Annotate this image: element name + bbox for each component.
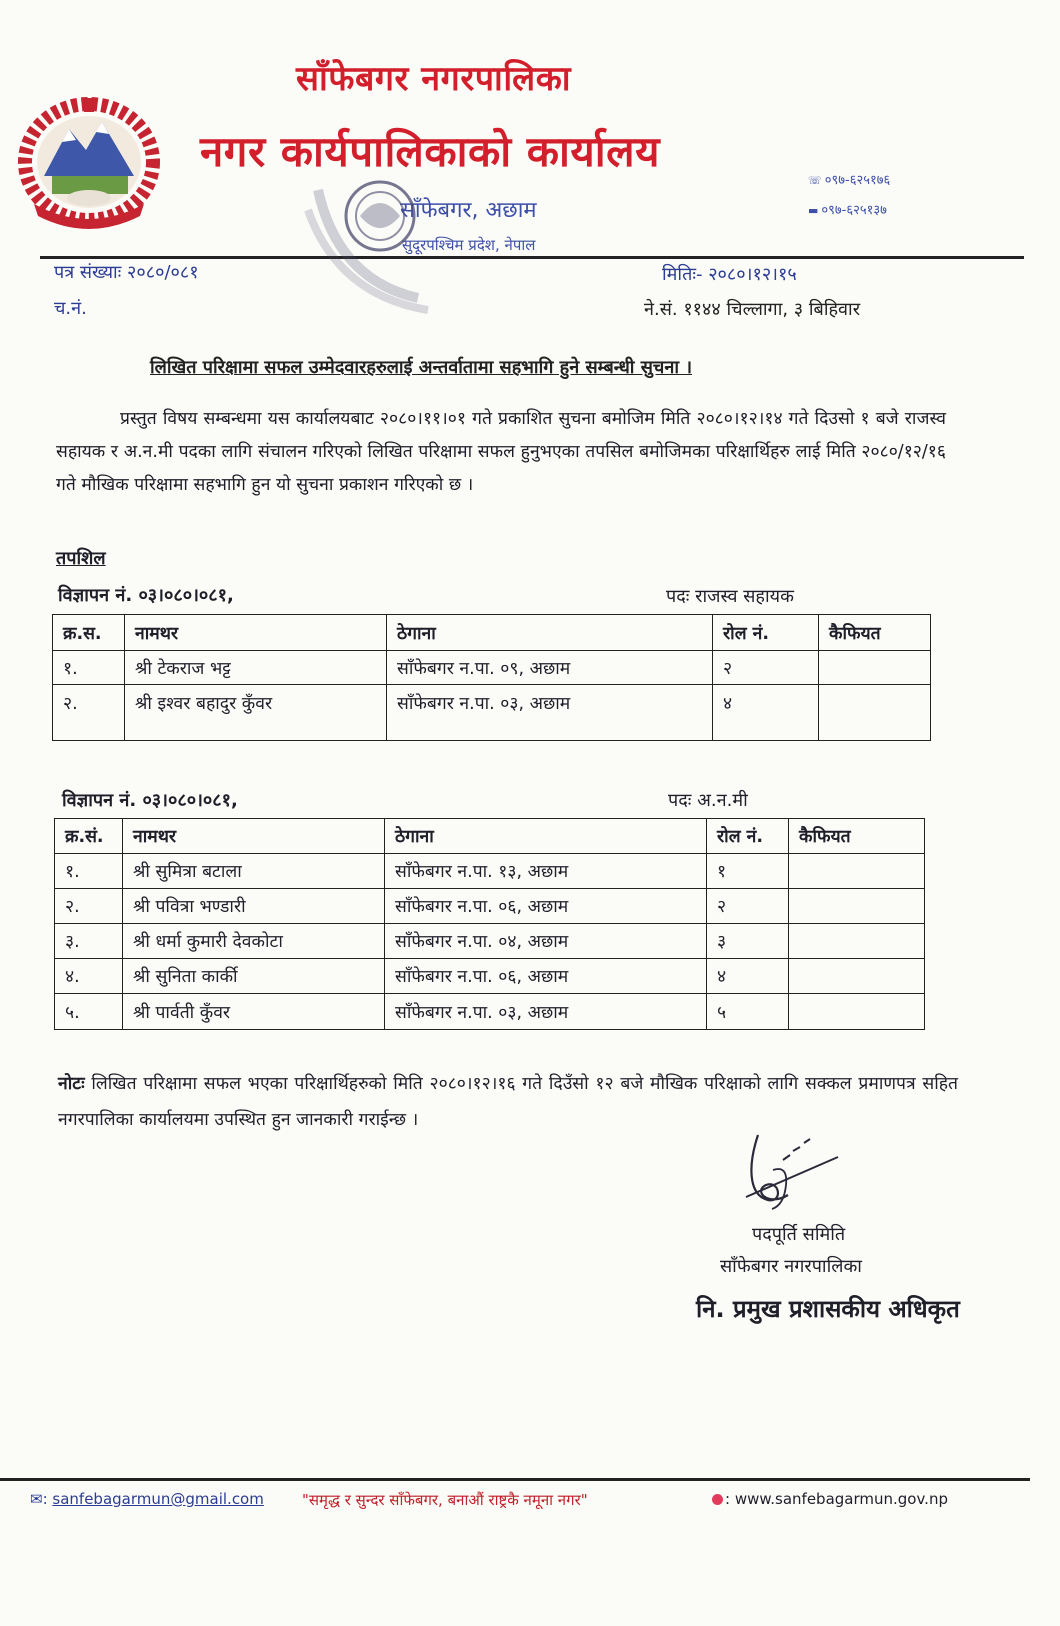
table2-candidates	[54, 818, 925, 1030]
signatory-municipality: साँफेबगर नगरपालिका	[720, 1256, 862, 1277]
letter-date: मितिः- २०८०।१२।१५	[662, 264, 797, 285]
office-name: नगर कार्यपालिकाको कार्यालय	[200, 127, 660, 176]
col-roll: रोल नं.	[707, 819, 789, 854]
cell-roll: ४	[713, 685, 819, 741]
table-row	[55, 924, 925, 959]
cell-roll: २	[713, 651, 819, 685]
cell-name: श्री इश्वर बहादुर कुँवर	[125, 685, 387, 741]
cell-serial: २.	[53, 685, 125, 741]
table-row	[55, 959, 925, 994]
phone-1-number: ०९७-६२५१७६	[824, 173, 891, 188]
cell-serial: ४.	[55, 959, 123, 994]
nepal-emblem-icon	[14, 84, 164, 234]
cell-remarks	[819, 651, 931, 685]
cell-roll: १	[707, 854, 789, 889]
cell-remarks	[789, 959, 925, 994]
footer-slogan: "समृद्ध र सुन्दर साँफेबगर, बनाऔं राष्ट्रकै नमूना नगर"	[302, 1491, 588, 1509]
table-header-row	[55, 819, 925, 854]
col-remarks: कैफियत	[789, 819, 925, 854]
table-header-row	[53, 615, 931, 651]
cell-address: साँफेबगर न.पा. ०६, अछाम	[385, 959, 707, 994]
footer-website-url[interactable]: www.sanfebagarmun.gov.np	[734, 1490, 948, 1508]
cell-remarks	[789, 994, 925, 1030]
cell-roll: २	[707, 889, 789, 924]
notice-subject: लिखित परिक्षामा सफल उम्मेदवारहरुलाई अन्तर्वातामा सहभागि हुने सम्बन्धी सुचना ।	[150, 357, 693, 378]
table1-candidates	[52, 614, 931, 741]
cell-remarks	[789, 924, 925, 959]
footer-divider	[0, 1478, 1030, 1481]
nepal-sambat-date: ने.सं. ११४४ चिल्लागा, ३ बिहिवार	[644, 299, 861, 320]
col-address: ठेगाना	[385, 819, 707, 854]
footer-email-address[interactable]: sanfebagarmun@gmail.com	[52, 1490, 264, 1508]
col-remarks: कैफियत	[819, 615, 931, 651]
signatory-title: नि. प्रमुख प्रशासकीय अधिकृत	[696, 1295, 960, 1323]
signature-icon	[728, 1125, 848, 1215]
cell-remarks	[789, 889, 925, 924]
phone-2-number: ०९७-६२५१३७	[821, 203, 887, 218]
phone-icon: ☏	[808, 174, 822, 187]
cell-address: साँफेबगर न.पा. १३, अछाम	[385, 854, 707, 889]
footer-email[interactable]: ✉: sanfebagarmun@gmail.com	[30, 1490, 264, 1508]
org-name: साँफेबगर नगरपालिका	[296, 59, 572, 99]
cell-serial: १.	[55, 854, 123, 889]
dispatch-number: च.नं.	[54, 298, 87, 319]
cell-address: साँफेबगर न.पा. ०३, अछाम	[387, 685, 713, 741]
col-serial: क्र.सं.	[55, 819, 123, 854]
cell-remarks	[789, 854, 925, 889]
note-text: लिखित परिक्षामा सफल भएका परिक्षार्थिहरुको मिति २०८०।१२।१६ गते दिउँसो १२ बजे मौखिक परिक्षाको लागि सक्कल प्रमाणपत्र सहित नगरपालिका कार्यालयमा उपस्थित हुन जानकारी गराईन्छ ।	[58, 1074, 958, 1130]
cell-roll: ४	[707, 959, 789, 994]
note-label: नोटः	[58, 1074, 85, 1094]
phone-2	[808, 200, 887, 218]
details-label: तपशिल	[56, 548, 106, 569]
cell-name: श्री टेकराज भट्ट	[125, 651, 387, 685]
cell-address: साँफेबगर न.पा. ०९, अछाम	[387, 651, 713, 685]
footer-website[interactable]: : www.sanfebagarmun.gov.np	[712, 1490, 948, 1508]
col-roll: रोल नं.	[713, 615, 819, 651]
table2-adv-number: विज्ञापन नं. ०३।०८०।०८१,	[62, 790, 238, 811]
table-row	[53, 685, 931, 741]
table-row	[53, 651, 931, 685]
cell-name: श्री पार्वती कुँवर	[123, 994, 385, 1030]
cell-name: श्री सुमित्रा बटाला	[123, 854, 385, 889]
web-icon	[712, 1494, 723, 1505]
cell-roll: ५	[707, 994, 789, 1030]
address-line-2: सुदूरपश्चिम प्रदेश, नेपाल	[402, 236, 536, 254]
cell-address: साँफेबगर न.पा. ०४, अछाम	[385, 924, 707, 959]
cell-serial: २.	[55, 889, 123, 924]
address-line-1: साँफेबगर, अछाम	[400, 198, 537, 223]
table2-post: पदः अ.न.मी	[668, 790, 748, 811]
table-row	[55, 994, 925, 1030]
col-address: ठेगाना	[387, 615, 713, 651]
table-row	[55, 854, 925, 889]
col-name: नामथर	[123, 819, 385, 854]
cell-name: श्री सुनिता कार्की	[123, 959, 385, 994]
cell-name: श्री धर्मा कुमारी देवकोटा	[123, 924, 385, 959]
letter-number: पत्र संख्याः २०८०/०८१	[54, 262, 199, 283]
col-name: नामथर	[125, 615, 387, 651]
office-stamp-icon	[298, 170, 458, 320]
cell-address: साँफेबगर न.पा. ०६, अछाम	[385, 889, 707, 924]
cell-serial: ५.	[55, 994, 123, 1030]
cell-roll: ३	[707, 924, 789, 959]
col-serial: क्र.स.	[53, 615, 125, 651]
cell-address: साँफेबगर न.पा. ०३, अछाम	[385, 994, 707, 1030]
header-divider	[40, 256, 1024, 259]
phone-1	[808, 170, 890, 188]
cell-serial: १.	[53, 651, 125, 685]
cell-name: श्री पवित्रा भण्डारी	[123, 889, 385, 924]
mail-icon: ✉	[30, 1490, 43, 1508]
cell-remarks	[819, 685, 931, 741]
signatory-committee: पदपूर्ति समिति	[752, 1224, 846, 1245]
body-paragraph: प्रस्तुत विषय सम्बन्धमा यस कार्यालयबाट २०८०।११।०१ गते प्रकाशित सुचना बमोजिम मिति २०८०।१२।१४ गते दिउसो १ बजे राजस्व सहायक र अ.न.मी पदका लागि संचालन गरिएको लिखित परिक्षामा सफल हुनुभएका तपसिल बमोजिमका परिक्षार्थिहरु लाई मिति २०८०/१२/१६ गते मौखिक परिक्षामा सहभागि हुन यो सुचना प्रकाशन गरिएको छ ।	[56, 409, 946, 495]
table1-adv-number: विज्ञापन नं. ०३।०८०।०८१,	[58, 585, 234, 606]
table-row	[55, 889, 925, 924]
cell-serial: ३.	[55, 924, 123, 959]
fax-icon: ▬	[808, 204, 819, 217]
table1-post: पदः राजस्व सहायक	[666, 586, 794, 607]
